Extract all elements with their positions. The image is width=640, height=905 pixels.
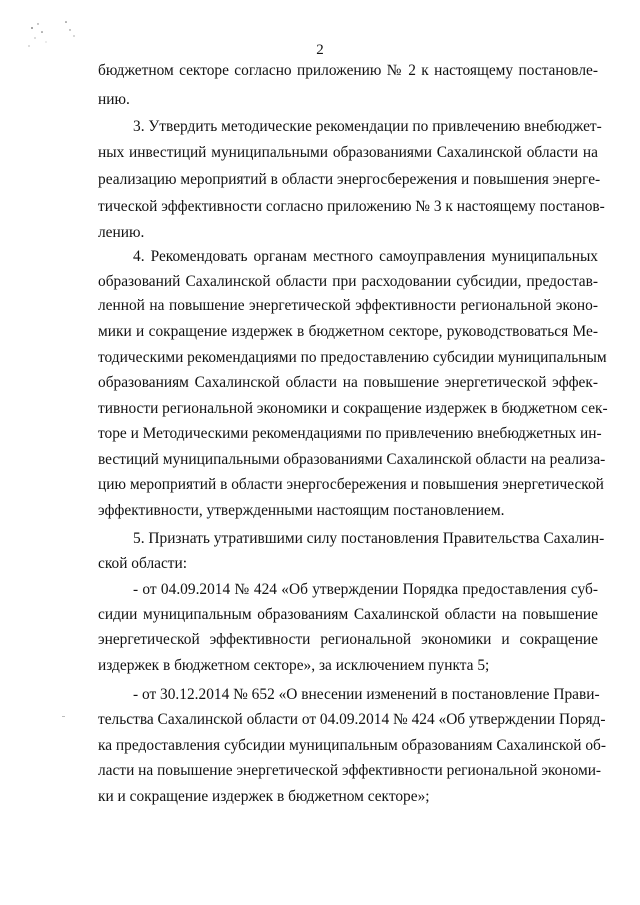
text-line: ных инвестиций муниципальными образованиями Сахалинской области на (98, 144, 598, 161)
text-line: мики и сокращение издержек в бюджетном секторе, руководствоваться Ме- (98, 323, 598, 340)
text-line: ской области: (98, 555, 188, 572)
list-item-first-line: - от 04.09.2014 № 424 «Об утверждении Порядка предоставления суб- (133, 581, 598, 598)
text-line: реализацию мероприятий в области энергосбережения и повышения энерге- (98, 171, 601, 188)
paragraph-5-first-line: 5. Признать утратившими силу постановления Правительства Сахалин- (133, 530, 605, 547)
text-line: издержек в бюджетном секторе», за исключением пункта 5; (98, 657, 490, 674)
text-line: ласти на повышение энергетической эффективности региональной экономи- (98, 762, 602, 779)
text-line: образований Сахалинской области при расходовании субсидии, предостав- (98, 273, 598, 290)
text-line: торе и Методическими рекомендациями по привлечению внебюджетных ин- (98, 425, 602, 442)
text-line: тической эффективности согласно приложению № 3 к настоящему постанов- (98, 198, 605, 215)
text-line: ка предоставления субсидии муниципальным образованиям Сахалинской об- (98, 737, 606, 754)
text-line: эффективности, утвержденными настоящим постановлением. (98, 502, 505, 519)
text-line: ленной на повышение энергетической эффективности региональной эконо- (98, 297, 598, 314)
text-line: вестиций муниципальными образованиями Сахалинской области на реализа- (98, 451, 606, 468)
text-line: сидии муниципальным образованиям Сахалинской области на повышение (98, 606, 598, 623)
text-line: лению. (98, 224, 145, 241)
page-number: 2 (316, 42, 324, 58)
paragraph-4-first-line: 4. Рекомендовать органам местного самоуправления муниципальных (133, 248, 598, 265)
text-line: нию. (98, 91, 130, 108)
text-line: ки и сокращение издержек в бюджетном секторе»; (98, 788, 430, 805)
margin-mark (62, 716, 65, 717)
text-line: образованиям Сахалинской области на повышение энергетической эффек- (98, 374, 598, 391)
text-line: тивности региональной экономики и сокращение издержек в бюджетном сек- (98, 400, 608, 417)
paragraph-3-first-line: 3. Утвердить методические рекомендации по привлечению внебюджет- (133, 118, 602, 135)
text-line: энергетической эффективности региональной экономики и сокращение (98, 631, 598, 648)
text-line: тельства Сахалинской области от 04.09.2014 № 424 «Об утверждении Поряд- (98, 711, 606, 728)
text-line: тодическими рекомендациями по предоставлению субсидии муниципальным (98, 349, 607, 366)
text-line: бюджетном секторе согласно приложению № 2 к настоящему постановле- (98, 62, 598, 79)
text-line: цию мероприятий в области энергосбережения и повышения энергетической (98, 476, 604, 493)
list-item-first-line: - от 30.12.2014 № 652 «О внесении изменений в постановление Прави- (133, 686, 600, 703)
